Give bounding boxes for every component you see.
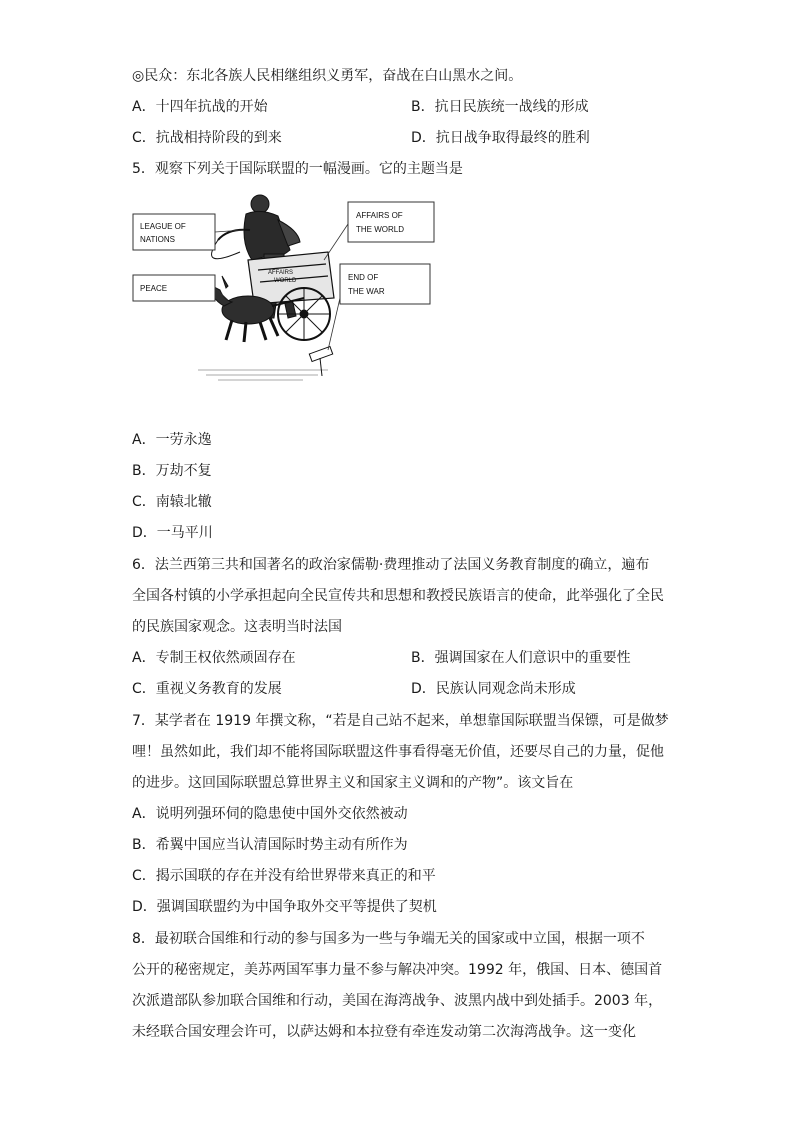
q6-option-c[interactable]: C．重视义务教育的发展 (132, 681, 282, 697)
cart-wheel (278, 288, 330, 340)
q6-option-d[interactable]: D．民族认同观念尚未形成 (411, 681, 576, 697)
q5-option-a[interactable]: A．一劳永逸 (132, 432, 212, 448)
q7-stem-line: 7．某学者在 1919 年撰文称，“若是自己站不起来，单想靠国际联盟当保镖，可是做梦 (132, 713, 669, 729)
ground-shading (198, 370, 328, 380)
cart-label-line1: AFFAIRS (268, 270, 294, 276)
q8-stem-line: 8．最初联合国维和行动的参与国多为一些与争端无关的国家或中立国，根据一项不 (132, 931, 645, 947)
q8-stem-line: 公开的秘密规定，美苏两国军事力量不参与解决冲突。1992 年，俄国、日本、德国首 (132, 962, 663, 978)
callout-end-of-the-war (328, 264, 430, 350)
q5-stem: 5．观察下列关于国际联盟的一幅漫画。它的主题当是 (132, 161, 463, 177)
q5-option-b[interactable]: B．万劫不复 (132, 463, 212, 479)
q4-option-d[interactable]: D．抗日战争取得最终的胜利 (411, 130, 590, 146)
q6-stem-line: 6．法兰西第三共和国著名的政治家儒勒·费理推动了法国义务教育制度的确立，遍布 (132, 557, 650, 573)
callout-peace (133, 275, 228, 301)
q7-stem-line: 的进步。这回国际联盟总算世界主义和国家主义调和的产物”。该文旨在 (132, 775, 574, 791)
callout-affairs-line2: THE WORLD (356, 225, 404, 234)
q5-option-c[interactable]: C．南辕北辙 (132, 494, 212, 510)
callout-affairs-line1: AFFAIRS OF (356, 211, 403, 220)
callout-end-line1: END OF (348, 273, 379, 282)
callout-peace-line1: PEACE (140, 284, 168, 293)
q8-stem-line: 未经联合国安理会许可，以萨达姆和本拉登有牵连发动第二次海湾战争。这一变化 (132, 1024, 636, 1040)
q7-option-c[interactable]: C．揭示国联的存在并没有给世界带来真正的和平 (132, 868, 436, 884)
q7-option-a[interactable]: A．说明列强环伺的隐患使中国外交依然被动 (132, 806, 408, 822)
q6-option-a[interactable]: A．专制王权依然顽固存在 (132, 650, 296, 666)
q4-material-line: ◎民众：东北各族人民相继组织义勇军，奋战在白山黑水之间。 (132, 68, 523, 84)
signpost (309, 346, 332, 376)
callout-end-line2: THE WAR (348, 287, 385, 296)
q7-option-b[interactable]: B．希翼中国应当认清国际时势主动有所作为 (132, 837, 408, 853)
q4-option-a[interactable]: A．十四年抗战的开始 (132, 99, 268, 115)
q7-stem-line: 哩！虽然如此，我们却不能将国际联盟这件事看得毫无价值，还要尽自己的力量，促他 (132, 744, 664, 760)
callout-affairs-of-the-world (324, 202, 434, 260)
q6-option-b[interactable]: B．强调国家在人们意识中的重要性 (411, 650, 631, 666)
callout-league-line1: LEAGUE OF (140, 222, 186, 231)
q5-option-d[interactable]: D．一马平川 (132, 525, 213, 541)
q4-option-b[interactable]: B．抗日民族统一战线的形成 (411, 99, 589, 115)
q7-option-d[interactable]: D．强调国联盟约为中国争取外交平等提供了契机 (132, 899, 437, 915)
q8-stem-line: 次派遣部队参加联合国维和行动，美国在海湾战争、波黑内战中到处插手。2003 年， (132, 993, 663, 1009)
cart-label-line2: WORLD (274, 278, 297, 284)
q6-stem-line: 的民族国家观念。这表明当时法国 (132, 619, 342, 635)
q4-option-c[interactable]: C．抗战相持阶段的到来 (132, 130, 282, 146)
q6-stem-line: 全国各村镇的小学承担起向全民宣传共和思想和教授民族语言的使命，此举强化了全民 (132, 588, 664, 604)
league-of-nations-cartoon (128, 190, 440, 386)
callout-league-line2: NATIONS (140, 235, 175, 244)
